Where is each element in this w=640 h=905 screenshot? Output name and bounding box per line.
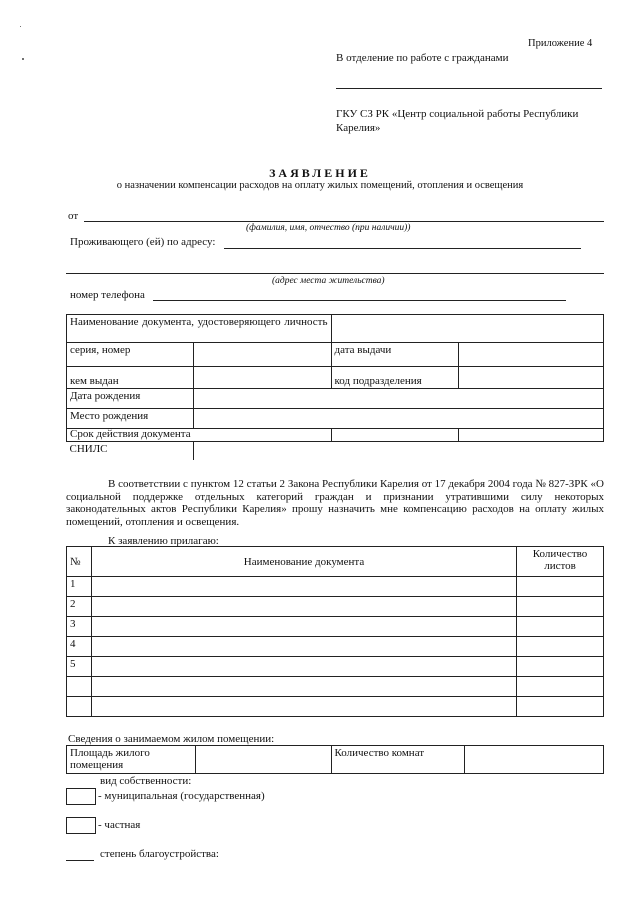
attachment-num: 5 bbox=[67, 657, 92, 677]
attachment-name-cell[interactable] bbox=[91, 677, 516, 697]
attachment-name-cell[interactable] bbox=[91, 617, 516, 637]
attachment-row bbox=[67, 617, 604, 637]
attachment-num: 3 bbox=[67, 617, 92, 637]
request-paragraph: В соответствии с пунктом 12 статьи 2 Закона Республики Карелия от 17 декабря 2004 года № 827-ЗРК «О социальной поддержке отдельных категорий граждан и признании утратившими силу некоторых законодательных актов Республики Карелия» прошу назначить мне компенсацию расходов на оплату жилых помещений, отопления и освещения. bbox=[66, 478, 604, 528]
attachment-row bbox=[67, 637, 604, 657]
series-value[interactable] bbox=[193, 343, 331, 367]
area-label: Площадь жилого помещения bbox=[67, 746, 196, 774]
attach-label: К заявлению прилагаю: bbox=[108, 535, 219, 547]
municipal-checkbox[interactable] bbox=[66, 788, 96, 805]
address-line-1[interactable] bbox=[224, 248, 581, 249]
comfort-label: степень благоустройства: bbox=[100, 848, 219, 860]
attachment-row bbox=[67, 677, 604, 697]
attachment-name-cell[interactable] bbox=[91, 597, 516, 617]
scan-speck bbox=[20, 26, 21, 27]
doc-name-value[interactable] bbox=[331, 315, 604, 343]
attachment-name-cell[interactable] bbox=[91, 637, 516, 657]
page-title: ЗАЯВЛЕНИЕ bbox=[269, 166, 371, 180]
rooms-value[interactable] bbox=[465, 746, 604, 774]
attachment-count-cell[interactable] bbox=[517, 697, 604, 717]
attachment-row bbox=[67, 597, 604, 617]
attachment-name-cell[interactable] bbox=[91, 697, 516, 717]
issue-date-label: дата выдачи bbox=[331, 343, 459, 367]
snils-value[interactable] bbox=[193, 442, 603, 460]
address-hint: (адрес места жительства) bbox=[272, 276, 385, 286]
phone-line[interactable] bbox=[153, 300, 566, 301]
snils-label: СНИЛС bbox=[67, 442, 194, 460]
appendix-label: Приложение 4 bbox=[528, 38, 593, 49]
attachment-count-cell[interactable] bbox=[517, 677, 604, 697]
attachment-num: 4 bbox=[67, 637, 92, 657]
housing-section-label: Сведения о занимаемом жилом помещении: bbox=[68, 733, 275, 745]
attachment-count-cell[interactable] bbox=[517, 617, 604, 637]
division-code-value[interactable] bbox=[459, 367, 604, 389]
org-line-2: Карелия» bbox=[336, 122, 381, 134]
attachment-count-cell[interactable] bbox=[517, 597, 604, 617]
rooms-label: Количество комнат bbox=[331, 746, 465, 774]
from-label: от bbox=[68, 210, 79, 222]
birth-place-label: Место рождения bbox=[67, 409, 194, 429]
issued-by-label: кем выдан bbox=[67, 367, 194, 389]
department-line bbox=[336, 88, 602, 89]
attachment-num: 1 bbox=[67, 577, 92, 597]
division-code-label: код подразделения bbox=[331, 367, 459, 389]
housing-table bbox=[66, 745, 604, 774]
validity-label: Срок действия документа bbox=[67, 429, 332, 442]
private-checkbox[interactable] bbox=[66, 817, 96, 834]
col-count-header: Количество листов bbox=[517, 547, 604, 577]
attachment-count-cell[interactable] bbox=[517, 657, 604, 677]
doc-name-label: Наименование документа, удостоверяющего личность bbox=[67, 315, 332, 343]
page-subtitle: о назначении компенсации расходов на оплату жилых помещений, отопления и освещения bbox=[116, 180, 524, 191]
address-line-2[interactable] bbox=[66, 273, 604, 274]
scan-speck bbox=[22, 58, 24, 60]
department-label: В отделение по работе с гражданами bbox=[336, 52, 509, 64]
private-option-label: - частная bbox=[98, 819, 141, 831]
col-num-header: № bbox=[67, 547, 92, 577]
attachment-row bbox=[67, 697, 604, 717]
comfort-line[interactable] bbox=[66, 860, 94, 861]
area-value[interactable] bbox=[195, 746, 331, 774]
attachments-table bbox=[66, 546, 604, 717]
attachment-name-cell[interactable] bbox=[91, 657, 516, 677]
attachment-num bbox=[67, 677, 92, 697]
fio-line[interactable] bbox=[84, 221, 604, 222]
id-table bbox=[66, 314, 604, 460]
attachment-row bbox=[67, 577, 604, 597]
ownership-label: вид собственности: bbox=[100, 775, 192, 787]
attachment-row bbox=[67, 657, 604, 677]
org-line-1: ГКУ СЗ РК «Центр социальной работы Республики bbox=[336, 108, 579, 120]
col-name-header: Наименование документа bbox=[91, 547, 516, 577]
attachment-num bbox=[67, 697, 92, 717]
attachment-name-cell[interactable] bbox=[91, 577, 516, 597]
attachment-num: 2 bbox=[67, 597, 92, 617]
validity-value-2[interactable] bbox=[459, 429, 604, 442]
address-label: Проживающего (ей) по адресу: bbox=[70, 236, 216, 248]
issued-by-value[interactable] bbox=[193, 367, 331, 389]
attachment-count-cell[interactable] bbox=[517, 637, 604, 657]
validity-value-1[interactable] bbox=[331, 429, 459, 442]
series-label: серия, номер bbox=[67, 343, 194, 367]
birth-date-label: Дата рождения bbox=[67, 389, 194, 409]
attachment-count-cell[interactable] bbox=[517, 577, 604, 597]
birth-date-value[interactable] bbox=[193, 389, 603, 409]
issue-date-value[interactable] bbox=[459, 343, 604, 367]
phone-label: номер телефона bbox=[70, 289, 145, 301]
municipal-option-label: - муниципальная (государственная) bbox=[98, 790, 265, 802]
birth-place-value[interactable] bbox=[193, 409, 603, 429]
fio-hint: (фамилия, имя, отчество (при наличии)) bbox=[246, 223, 411, 233]
